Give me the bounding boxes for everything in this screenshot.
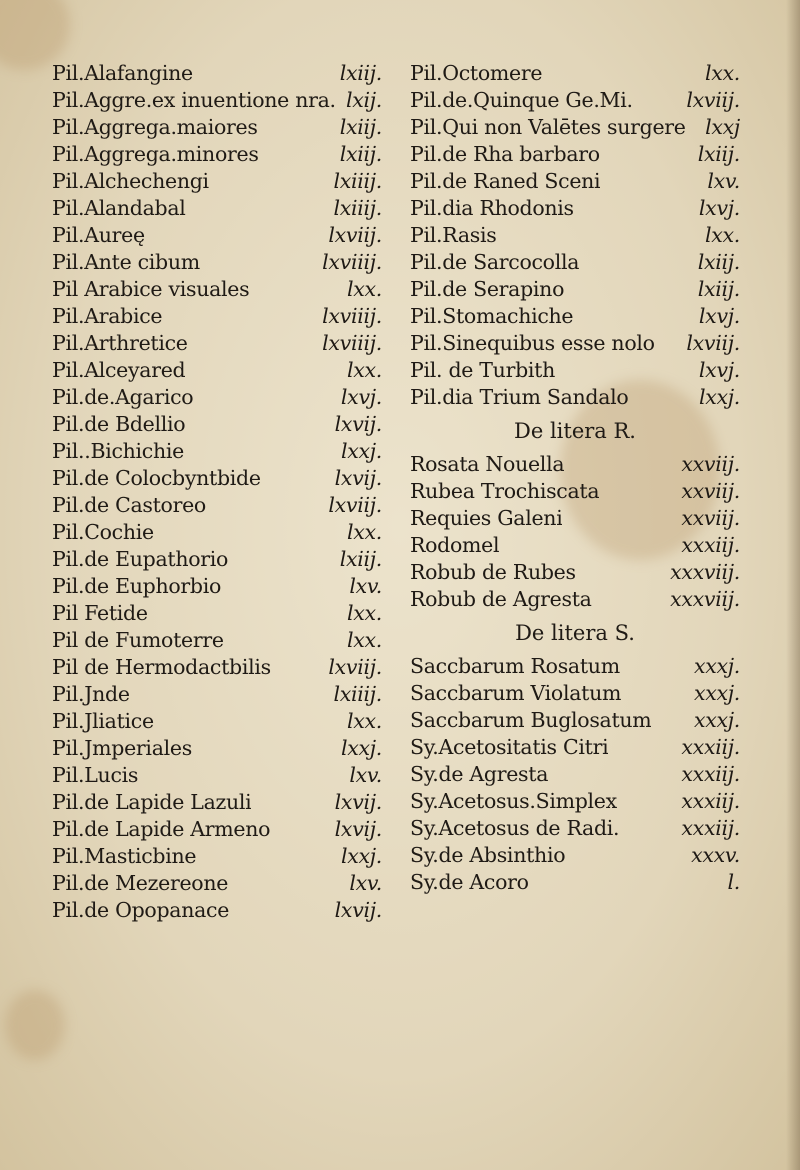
entry-name: Pil de Fumoterre (52, 628, 224, 652)
entry-name: Rubea Trochiscata (410, 479, 600, 503)
index-entry (410, 842, 740, 869)
entry-folio-number: lxv. (349, 763, 382, 787)
entry-folio-number: lxiij. (697, 142, 740, 166)
index-entry (52, 249, 382, 276)
entry-folio-number: lxviij. (328, 493, 382, 517)
entry-folio-number: lxx. (347, 277, 382, 301)
entry-name: Pil.Lucis (52, 763, 139, 787)
entry-folio-number: xxviij. (681, 506, 740, 530)
entry-name: Sy.de Absinthio (410, 843, 566, 867)
index-entry (52, 789, 382, 816)
entry-folio-number: lxiiij. (333, 196, 382, 220)
entry-folio-number: lxv. (707, 169, 740, 193)
entry-folio-number: lxvij. (334, 412, 382, 436)
entry-name: Requies Galeni (410, 506, 563, 530)
index-entry (52, 141, 382, 168)
entry-folio-number: lxiij. (339, 115, 382, 139)
entry-name: Pil.de Castoreo (52, 493, 206, 517)
index-entry (410, 505, 740, 532)
entry-folio-number: lxxj. (340, 844, 382, 868)
entry-name: Pil.Ante cibum (52, 250, 200, 274)
entry-name: Pil.Aggrega.maiores (52, 115, 258, 139)
index-entry (410, 707, 740, 734)
entry-name: Pil.Qui non Valētes surgere (410, 115, 686, 139)
index-entry (52, 168, 382, 195)
entry-name: Pil.de.Quinque Ge.Mi. (410, 88, 633, 112)
entry-folio-number: xxxiij. (681, 816, 740, 840)
entry-name: Pil.Rasis (410, 223, 497, 247)
index-entry (410, 168, 740, 195)
index-entry (410, 869, 740, 896)
index-entry (52, 519, 382, 546)
entry-folio-number: lxx. (347, 358, 382, 382)
entry-name: Pil.de Sarcocolla (410, 250, 580, 274)
entry-folio-number: xxxiij. (681, 762, 740, 786)
page-gutter-shadow (786, 0, 800, 1170)
index-entry (410, 451, 740, 478)
index-entry (52, 816, 382, 843)
entry-folio-number: lxviij. (328, 223, 382, 247)
index-entry (52, 276, 382, 303)
entry-folio-number: lxxj. (340, 736, 382, 760)
index-entry (52, 114, 382, 141)
entry-name: Pil de Hermodactbilis (52, 655, 271, 679)
entry-name: Pil.Octomere (410, 61, 543, 85)
entry-name: Pil. de Turbith (410, 358, 556, 382)
index-entry (410, 357, 740, 384)
entry-name: Sy.Acetosus de Radi. (410, 816, 620, 840)
index-entry (410, 195, 740, 222)
entry-folio-number: lxx. (705, 223, 740, 247)
letter-s-entries (410, 653, 740, 896)
entry-folio-number: xxxiij. (681, 533, 740, 557)
entry-name: Pil.de Bdellio (52, 412, 186, 436)
entry-folio-number: xxxiij. (681, 789, 740, 813)
index-entry (410, 734, 740, 761)
entry-name: Saccbarum Violatum (410, 681, 622, 705)
index-entry (52, 384, 382, 411)
entry-name: Sy.de Agresta (410, 762, 549, 786)
entry-name: Pil.Stomachiche (410, 304, 574, 328)
entry-folio-number: lxiiij. (333, 682, 382, 706)
index-entry (52, 195, 382, 222)
entry-folio-number: lxiij. (339, 547, 382, 571)
index-entry (52, 870, 382, 897)
entry-name: Pil.de Opopanace (52, 898, 230, 922)
entry-name: Sy.Acetositatis Citri (410, 735, 609, 759)
entry-folio-number: lxij. (345, 88, 382, 112)
section-heading-s: De litera S. (515, 621, 635, 645)
entry-name: Pil Fetide (52, 601, 148, 625)
index-entry (52, 600, 382, 627)
index-entry (52, 465, 382, 492)
entry-name: Saccbarum Buglosatum (410, 708, 652, 732)
entry-folio-number: xxxj. (693, 654, 740, 678)
index-entry (52, 681, 382, 708)
entry-folio-number: lxiij. (697, 250, 740, 274)
margin-stain (5, 990, 65, 1060)
entry-folio-number: lxiij. (339, 142, 382, 166)
index-entry (410, 761, 740, 788)
entry-folio-number: lxxj (705, 115, 740, 139)
entry-folio-number: lxvj. (698, 304, 740, 328)
index-entry (410, 330, 740, 357)
entry-name: Pil.Aureę (52, 223, 145, 247)
index-entry (410, 559, 740, 586)
entry-folio-number: lxvij. (334, 898, 382, 922)
index-entry (52, 708, 382, 735)
index-entry (410, 586, 740, 613)
entry-name: Pil.de Lapide Lazuli (52, 790, 252, 814)
entry-name: Pil.Alceyared (52, 358, 186, 382)
index-entry (410, 141, 740, 168)
entry-folio-number: lxxj. (698, 385, 740, 409)
entry-folio-number: lxvij. (334, 790, 382, 814)
entry-folio-number: lxviij. (328, 655, 382, 679)
entry-name: Pil.Sinequibus esse nolo (410, 331, 655, 355)
entry-folio-number: lxviij. (686, 331, 740, 355)
entry-name: Pil Arabice visuales (52, 277, 250, 301)
entry-name: Pil.de Eupathorio (52, 547, 229, 571)
entry-name: Pil..Bichichie (52, 439, 184, 463)
entry-folio-number: lxiij. (339, 61, 382, 85)
entry-folio-number: lxviiij. (322, 304, 382, 328)
section-heading-r: De litera R. (514, 419, 636, 443)
index-entry (52, 735, 382, 762)
entry-folio-number: lxxj. (340, 439, 382, 463)
index-entry (410, 87, 740, 114)
index-entry (52, 546, 382, 573)
index-entry (52, 357, 382, 384)
entry-name: Pil.de Rha barbaro (410, 142, 600, 166)
entry-name: Sy.de Acoro (410, 870, 529, 894)
index-entry (52, 762, 382, 789)
index-entry (52, 843, 382, 870)
letter-r-entries (410, 451, 740, 613)
entry-name: Pil.Arthretice (52, 331, 188, 355)
entry-folio-number: lxiiij. (333, 169, 382, 193)
entry-folio-number: lxviiij. (322, 250, 382, 274)
index-entry (410, 114, 740, 141)
entry-folio-number: xxxj. (693, 681, 740, 705)
entry-folio-number: lxvj. (340, 385, 382, 409)
entry-name: Pil.Arabice (52, 304, 163, 328)
entry-name: Pil.Alchechengi (52, 169, 209, 193)
entry-folio-number: lxvij. (334, 817, 382, 841)
entry-name: Pil.de Raned Sceni (410, 169, 601, 193)
entry-name: Pil.Aggre.ex inuentione nra. (52, 88, 336, 112)
index-entry (410, 478, 740, 505)
entry-name: Pil.de.Agarico (52, 385, 194, 409)
entry-folio-number: xxxj. (693, 708, 740, 732)
entry-name: Pil.dia Rhodonis (410, 196, 574, 220)
entry-name: Pil.Alafangine (52, 61, 193, 85)
entry-folio-number: lxv. (349, 574, 382, 598)
entry-name: Pil.de Lapide Armeno (52, 817, 271, 841)
entry-folio-number: lxvij. (334, 466, 382, 490)
index-entry (52, 627, 382, 654)
entry-folio-number: lxx. (347, 601, 382, 625)
left-column (52, 60, 382, 924)
entry-folio-number: xxxviij. (670, 560, 740, 584)
entry-name: Pil.de Euphorbio (52, 574, 222, 598)
entry-folio-number: lxx. (347, 709, 382, 733)
entry-name: Robub de Agresta (410, 587, 592, 611)
entry-folio-number: lxx. (347, 628, 382, 652)
index-entry (410, 815, 740, 842)
index-entry (52, 87, 382, 114)
entry-name: Pil.Jmperiales (52, 736, 192, 760)
index-entry (52, 492, 382, 519)
index-entry (410, 222, 740, 249)
index-entry (410, 249, 740, 276)
entry-name: Pil.de Colocbyntbide (52, 466, 261, 490)
entry-name: Pil.Jliatice (52, 709, 154, 733)
right-column-entries (410, 60, 740, 411)
entry-name: Pil.Cochie (52, 520, 154, 544)
index-entry (52, 573, 382, 600)
entry-name: Sy.Acetosus.Simplex (410, 789, 617, 813)
entry-folio-number: l. (727, 870, 740, 894)
entry-folio-number: xxxiij. (681, 735, 740, 759)
entry-folio-number: xxxviij. (670, 587, 740, 611)
index-entry (410, 303, 740, 330)
entry-folio-number: lxvj. (698, 196, 740, 220)
entry-folio-number: lxviij. (686, 88, 740, 112)
index-entry (52, 222, 382, 249)
index-entry (410, 653, 740, 680)
index-entry (410, 788, 740, 815)
entry-name: Pil.Jnde (52, 682, 130, 706)
entry-name: Rodomel (410, 533, 500, 557)
entry-folio-number: lxx. (705, 61, 740, 85)
entry-name: Robub de Rubes (410, 560, 576, 584)
entry-name: Pil.Alandabal (52, 196, 186, 220)
entry-folio-number: xxxv. (691, 843, 740, 867)
index-entry (52, 330, 382, 357)
right-column (410, 60, 740, 896)
index-entry (52, 438, 382, 465)
entry-name: Rosata Nouella (410, 452, 565, 476)
entry-folio-number: lxviiij. (322, 331, 382, 355)
index-entry (410, 384, 740, 411)
entry-folio-number: xxviij. (681, 452, 740, 476)
entry-name: Saccbarum Rosatum (410, 654, 620, 678)
entry-name: Pil.Masticbine (52, 844, 197, 868)
index-entry (410, 276, 740, 303)
index-entry (410, 60, 740, 87)
entry-name: Pil.dia Trium Sandalo (410, 385, 629, 409)
index-entry (52, 60, 382, 87)
index-entry (52, 303, 382, 330)
entry-name: Pil.Aggrega.minores (52, 142, 259, 166)
entry-name: Pil.de Serapino (410, 277, 565, 301)
index-entry (52, 411, 382, 438)
index-entry (52, 897, 382, 924)
entry-folio-number: lxv. (349, 871, 382, 895)
index-entry (410, 680, 740, 707)
entry-folio-number: lxx. (347, 520, 382, 544)
entry-folio-number: xxviij. (681, 479, 740, 503)
index-entry (410, 532, 740, 559)
entry-folio-number: lxvj. (698, 358, 740, 382)
index-entry (52, 654, 382, 681)
entry-folio-number: lxiij. (697, 277, 740, 301)
entry-name: Pil.de Mezereone (52, 871, 229, 895)
